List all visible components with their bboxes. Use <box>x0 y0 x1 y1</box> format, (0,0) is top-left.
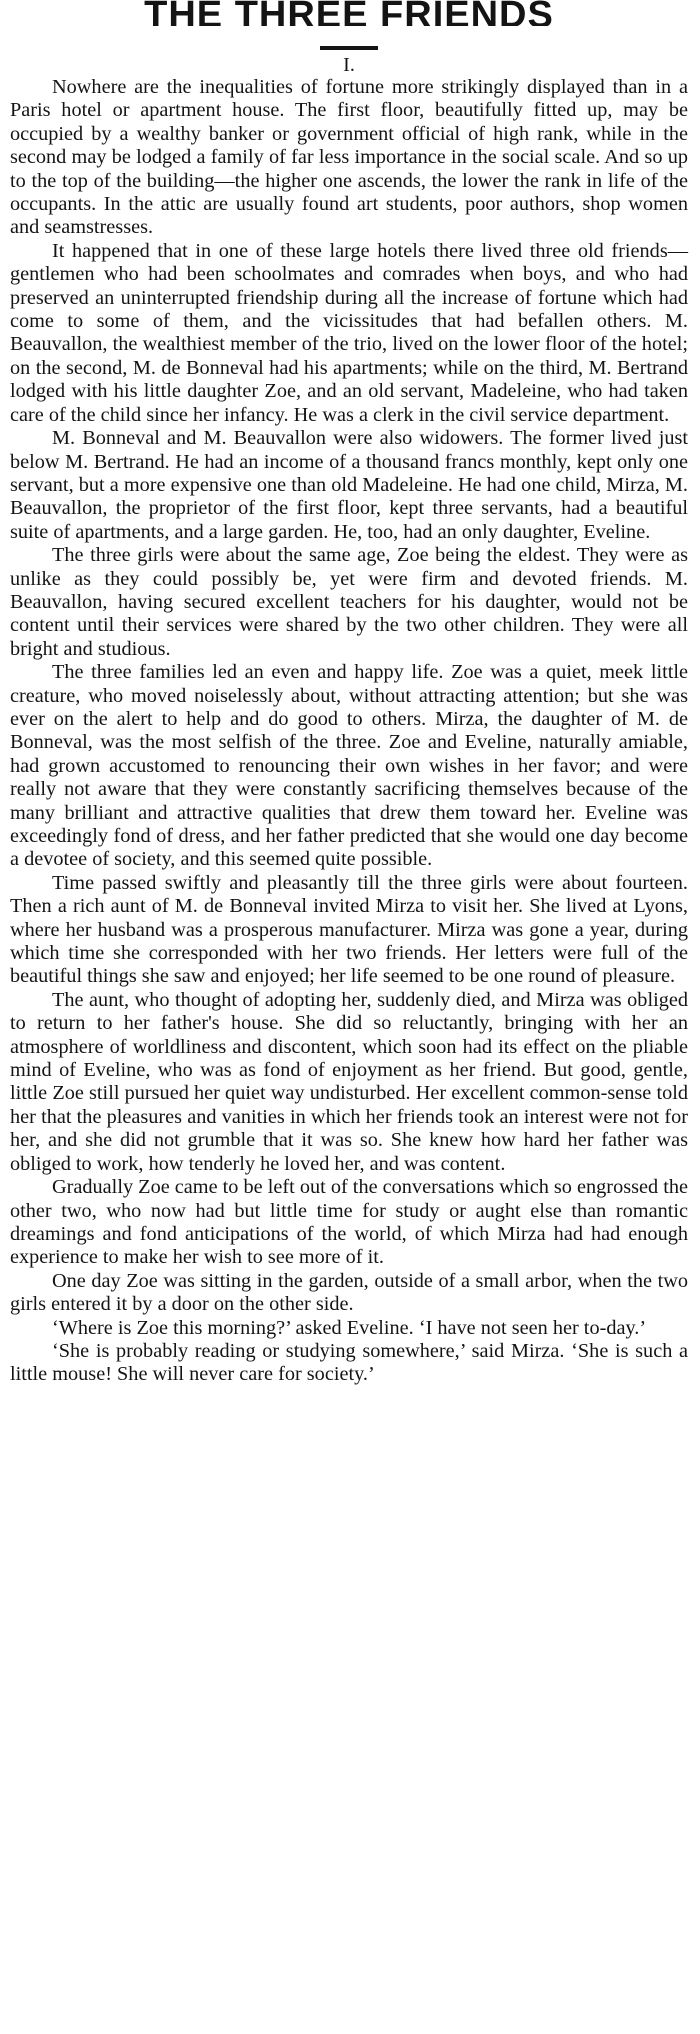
paragraph: The three girls were about the same age, Zoe being the eldest. They were as unlike as they could possibly be, yet were firm and devoted friends. M. Beauvallon, having secured excellent teachers for his daughter, would not be content until their services were shared by the two other children. They were all bright and studious. <box>10 544 688 660</box>
paragraph: Nowhere are the inequalities of fortune more strikingly displayed than in a Paris hotel or apartment house. The first floor, beautifully fitted up, may be occupied by a wealthy banker or government official of high rank, while in the second may be lodged a family of far less importance in the social scale. And so up to the top of the building—the higher one ascends, the lower the rank in life of the occupants. In the attic are usually found art students, poor authors, shop women and seamstresses. <box>10 76 688 239</box>
paragraph: Gradually Zoe came to be left out of the conversations which so engrossed the other two, who now had but little time for study or aught else than romantic dreamings and fond anticipations of the world, of which Mirza had had enough experience to make her wish to see more of it. <box>10 1176 688 1269</box>
paragraph: The aunt, who thought of adopting her, suddenly died, and Mirza was obliged to return to her father's house. She did so reluctantly, bringing with her an atmosphere of worldliness and discontent, which soon had its effect on the pliable mind of Eveline, who was as fond of enjoyment as her friend. But good, gentle, little Zoe still pursued her quiet way undisturbed. Her excellent common-sense told her that the pleasures and vanities in which her friends took an interest were not for her, and she did not grumble that it was so. She knew how hard her father was obliged to work, how tenderly he loved her, and was content. <box>10 988 688 1175</box>
paragraph: M. Bonneval and M. Beauvallon were also widowers. The former lived just below M. Bertrand. He had an income of a thousand francs monthly, kept only one servant, but a more expensive one than old Madeleine. He had one child, Mirza, M. Beauvallon, the proprietor of the first floor, kept three servants, had a beautiful suite of apartments, and a large garden. He, too, had an only daughter, Eveline. <box>10 427 688 543</box>
paragraph: ‘Where is Zoe this morning?’ asked Eveline. ‘I have not seen her to-day.’ <box>52 1316 647 1339</box>
paragraph: ‘She is probably reading or studying somewhere,’ said Mirza. ‘She is such a little mouse! She will never care for society.’ <box>10 1339 688 1386</box>
story-body <box>10 76 688 1387</box>
paragraph: The three families led an even and happy life. Zoe was a quiet, meek little creature, who moved noiselessly about, without attracting attention; but she was ever on the alert to help and do good to others. Mirza, the daughter of M. de Bonneval, was the most selfish of the three. Zoe and Eveline, naturally amiable, had grown accustomed to renouncing their own wishes in her favor; and were really not aware that they were constantly sacrificing themselves because of the many brilliant and attractive qualities that drew them toward her. Eveline was exceedingly fond of dress, and her father predicted that she would one day become a devotee of society, and this seemed quite possible. <box>10 661 688 871</box>
paragraph: It happened that in one of these large hotels there lived three old friends—gentlemen who had been schoolmates and comrades when boys, and who had preserved an uninterrupted friendship during all the increase of fortune which had come to some of them, and the vicissitudes that had befallen others. M. Beauvallon, the wealthiest member of the trio, lived on the lower floor of the hotel; on the second, M. de Bonneval had his apartments; while on the third, M. Bertrand lodged with his little daughter Zoe, and an old servant, Madeleine, who had taken care of the child since her infancy. He was a clerk in the civil service department. <box>10 239 688 426</box>
title-rule <box>320 46 378 50</box>
paragraph: One day Zoe was sitting in the garden, outside of a small arbor, when the two girls entered it by a door on the other side. <box>10 1269 688 1316</box>
paragraph: Time passed swiftly and pleasantly till the three girls were about fourteen. Then a rich aunt of M. de Bonneval invited Mirza to visit her. She lived at Lyons, where her husband was a prosperous manufacturer. Mirza was gone a year, during which time she corresponded with her two friends. Her letters were full of the beautiful things she saw and enjoyed; her life seemed to be one round of pleasure. <box>10 871 688 988</box>
story-title: THE THREE FRIENDS <box>144 0 554 26</box>
chapter-heading: I. <box>343 54 355 76</box>
